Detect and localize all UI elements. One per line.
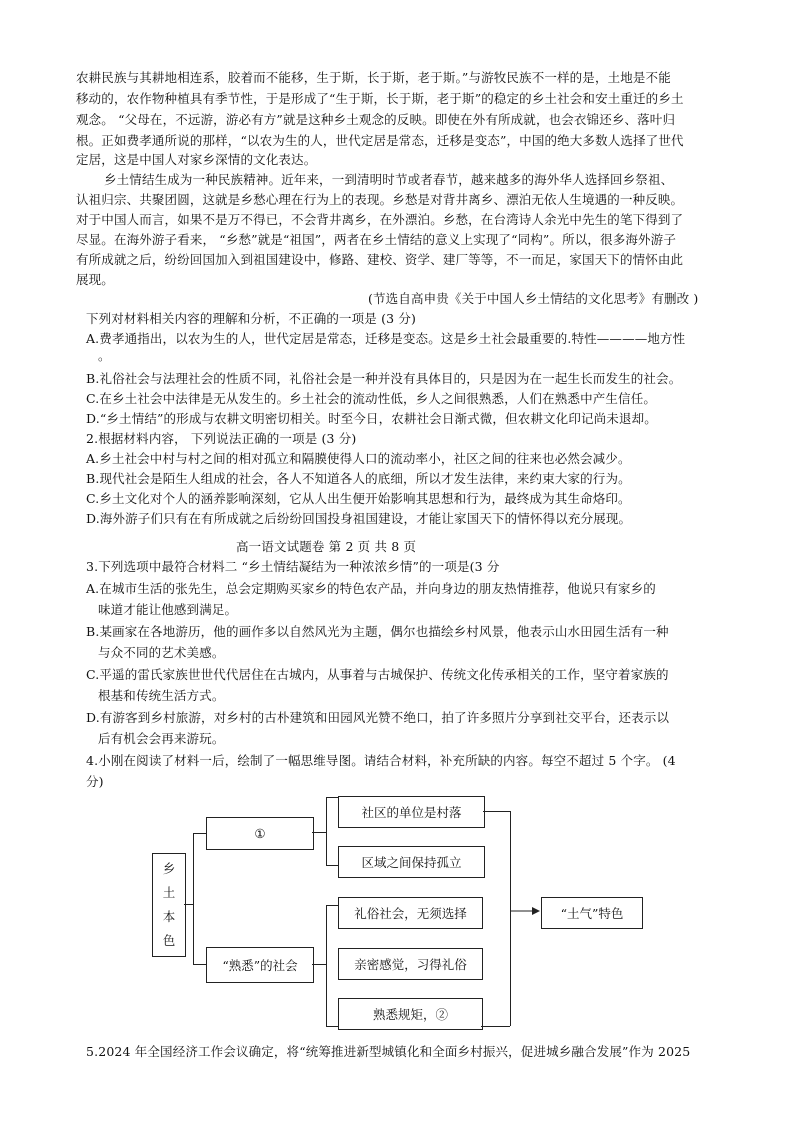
mindmap-root-char: 乡 — [162, 861, 176, 876]
q3-option-d-cont: 后有机会会再来游玩。 — [98, 731, 225, 746]
passage-line: 根。正如费孝通所说的那样，“以农为生的人，世代定居是常态，迁移是变态”，中国的绝大多数人选择了世代 — [76, 133, 684, 148]
mindmap-connector — [326, 905, 338, 906]
q3-option-a-cont: 味道才能让他感到满足。 — [98, 602, 238, 617]
passage-line: 农耕民族与其耕地相连系，胶着而不能移，生于斯，长于斯，老于斯。”与游牧民族不一样的是，土地是不能 — [76, 70, 671, 85]
passage-line: 尽显。在海外游子看来， “乡愁”就是“祖国”，两者在乡土情结的意义上实现了“同构”。所以，很多海外游子 — [76, 232, 676, 247]
mindmap-connector — [326, 1026, 338, 1027]
mindmap-connector — [193, 964, 206, 965]
mindmap-leaf — [338, 796, 485, 828]
passage-line: 移动的，农作物种植具有季节性，于是形成了“生于斯，长于斯，老于斯”的稳定的乡土社会和安土重迁的乡土 — [76, 91, 684, 106]
leaf-label: 熟悉规矩，② — [372, 1007, 448, 1022]
mindmap-connector — [326, 797, 327, 865]
leaf-label: 亲密感觉，习得礼俗 — [354, 957, 467, 972]
mindmap-connector — [483, 811, 510, 812]
passage-line: 乡土情结生成为一种民族精神。近年来，一到清明时节或者春节，越来越多的海外华人选择回乡祭祖、 — [104, 172, 674, 187]
q4-stem: 4.小刚在阅读了材料一后，绘制了一幅思维导图。请结合材料，补充所缺的内容。每空不超过 5 个字。 (4 — [86, 753, 676, 768]
q3-option-b-cont: 与众不同的艺术美感。 — [98, 645, 225, 660]
q3-option-d: D.有游客到乡村旅游，对乡村的古朴建筑和田园风光赞不绝口，拍了许多照片分享到社交平台，还表示以 — [86, 710, 670, 725]
q1-option-b: B.礼俗社会与法理社会的性质不同，礼俗社会是一种并没有具体目的，只是因为在一起生长而发生的社会。 — [86, 371, 682, 386]
q5-stem: 5.2024 年全国经济工作会议确定，将“统筹推进新型城镇化和全面乡村振兴，促进城乡融合发展”作为 2025 — [86, 1044, 691, 1059]
mindmap-connector — [326, 797, 338, 798]
mindmap-leaf — [338, 948, 483, 980]
source-citation: (节选自高申贵《关于中国人乡土情结的文化思考》有删改 ) — [368, 291, 699, 306]
mindmap-connector — [481, 1026, 510, 1027]
q2-stem: 2.根据材料内容， 下列说法正确的一项是 (3 分) — [86, 431, 357, 446]
passage-line: 有所成就之后，纷纷回国加入到祖国建设中，修路、建校、资学、建厂等等，不一而足，家国天下的情怀由此 — [76, 252, 684, 267]
mindmap-result-box — [541, 897, 643, 929]
mindmap-blank-1 — [206, 817, 314, 850]
q2-option-b: B.现代社会是陌生人组成的社会，各人不知道各人的底细，所以才发生法律，来约束大家的行为。 — [86, 471, 631, 486]
q1-option-c: C.在乡土社会中法律是无从发生的。乡土社会的流动性低，乡人之间很熟悉，人们在熟悉中产生信任。 — [86, 391, 656, 406]
leaf-label: 区域之间保持孤立 — [361, 855, 462, 870]
mindmap-branch-familiar-society — [206, 947, 314, 983]
q2-option-a: A.乡土社会中村与村之间的相对孤立和隔膜使得人口的流动率小，社区之间的往来也必然会减少。 — [86, 451, 631, 466]
q1-option-a: A.费孝通指出，以农为生的人，世代定居是常态，迁移是变态。这是乡土社会最重要的.特性————地方性 — [86, 331, 686, 346]
mindmap-connector — [326, 905, 327, 1026]
mindmap-root-char: 色 — [162, 933, 176, 948]
leaf-label: 社区的单位是村落 — [361, 805, 462, 820]
mindmap-root-box — [152, 853, 186, 957]
mindmap-leaf — [338, 846, 485, 878]
q3-option-a: A.在城市生活的张先生，总会定期购买家乡的特色农产品，并向身边的朋友热情推荐，他说只有家乡的 — [86, 581, 656, 596]
passage-line: 认祖归宗、共聚团圆，这就是乡愁心理在行为上的表现。乡愁是对背井离乡、漂泊无依人生境遇的一种反映。 — [76, 192, 684, 207]
mindmap-connector — [184, 904, 193, 905]
passage-line: 定居，这是中国人对家乡深情的文化表达。 — [76, 152, 317, 167]
mindmap-connector — [193, 833, 206, 834]
q3-option-c: C.平遥的雷氏家族世世代代居住在古城内，从事着与古城保护、传统文化传承相关的工作，坚守着家族的 — [86, 667, 669, 682]
result-label: “土气”特色 — [560, 906, 624, 921]
mindmap-root-char: 土 — [162, 885, 176, 900]
leaf-label: 礼俗社会，无须选择 — [354, 906, 467, 921]
q3-stem: 3.下列选项中最符合材料二 “乡土情结凝结为一种浓浓乡情”的一项是(3 分 — [86, 559, 500, 574]
q3-option-b: B.某画家在各地游历，他的画作多以自然风光为主题，偶尔也描绘乡村风景，他表示山水田园生活有一种 — [86, 624, 669, 639]
mindmap-connector — [193, 833, 194, 964]
passage-line: 对于中国人而言，如果不是万不得已，不会背井离乡，在外漂泊。乡愁，在台湾诗人余光中先生的笔下得到了 — [76, 212, 684, 227]
q2-option-d: D.海外游子们只有在有所成就之后纷纷回国投身祖国建设，才能让家国天下的情怀得以充分展现。 — [86, 511, 632, 526]
passage-line: 展现。 — [76, 272, 114, 287]
page-footer: 高一语文试题卷 第 2 页 共 8 页 — [236, 539, 417, 554]
arrow-right-icon — [510, 905, 540, 917]
mindmap-connector — [326, 865, 338, 866]
mindmap-connector — [312, 964, 326, 965]
mindmap-root-char: 本 — [162, 909, 176, 924]
q1-option-a-cont: 。 — [98, 348, 111, 363]
mindmap-connector — [312, 832, 326, 833]
mindmap-leaf — [338, 998, 483, 1030]
q1-option-d: D.“乡土情结”的形成与农耕文明密切相关。时至今日，农耕社会日渐式微，但农耕文化印记尚未退却。 — [86, 411, 657, 426]
blank-label-1: ① — [254, 826, 266, 841]
passage-line: 观念。 “父母在，不远游，游必有方”就是这种乡土观念的反映。即使在外有所成就，也会衣锦还乡、落叶归 — [76, 112, 676, 127]
mindmap-connector — [510, 811, 511, 1026]
q4-stem-cont: 分) — [86, 774, 104, 789]
branch-label: “熟悉”的社会 — [222, 958, 298, 973]
q3-option-c-cont: 根基和传统生活方式。 — [98, 688, 225, 703]
q2-option-c: C.乡土文化对个人的涵养影响深刻，它从人出生便开始影响其思想和行为，最终成为其生命烙印。 — [86, 491, 631, 506]
mindmap-leaf — [338, 897, 483, 929]
q1-stem: 下列对材料相关内容的理解和分析，不正确的一项是 (3 分) — [86, 311, 417, 326]
